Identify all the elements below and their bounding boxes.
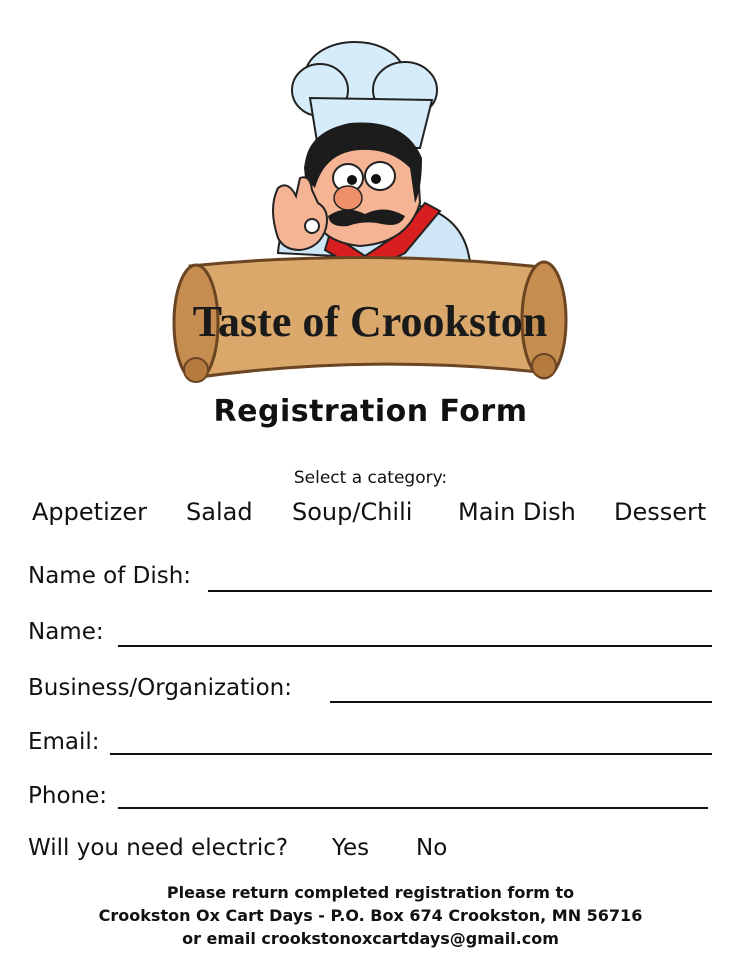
name-field[interactable] (118, 645, 712, 647)
business-field[interactable] (330, 701, 712, 703)
category-appetizer[interactable]: Appetizer (32, 498, 147, 526)
dish-name-label: Name of Dish: (28, 563, 192, 589)
name-label: Name: (28, 619, 104, 645)
page-title: Registration Form (213, 394, 528, 429)
footer-address: Crookston Ox Cart Days - P.O. Box 674 Crookston, MN 56716 (98, 906, 643, 925)
dish-name-field[interactable] (208, 590, 712, 592)
category-salad[interactable]: Salad (186, 498, 253, 526)
electric-no-option[interactable]: No (416, 835, 448, 861)
taste-of-crookston-logo (160, 28, 580, 388)
category-prompt: Select a category: (293, 468, 448, 488)
email-field[interactable] (110, 753, 712, 755)
phone-field[interactable] (118, 807, 708, 809)
email-label: Email: (28, 729, 100, 755)
scroll-banner (174, 257, 566, 382)
category-soup-chili[interactable]: Soup/Chili (292, 498, 413, 526)
category-dessert[interactable]: Dessert (614, 498, 707, 526)
electric-yes-option[interactable]: Yes (332, 835, 370, 861)
footer-line-1: Please return completed registration form to (166, 883, 575, 902)
footer-email: or email crookstonoxcartdays@gmail.com (182, 929, 559, 948)
electric-question: Will you need electric? (28, 835, 289, 861)
business-label: Business/Organization: (28, 675, 292, 701)
phone-label: Phone: (28, 783, 107, 809)
logo-banner-text: Taste of Crookston (192, 297, 548, 346)
category-main-dish[interactable]: Main Dish (458, 498, 576, 526)
